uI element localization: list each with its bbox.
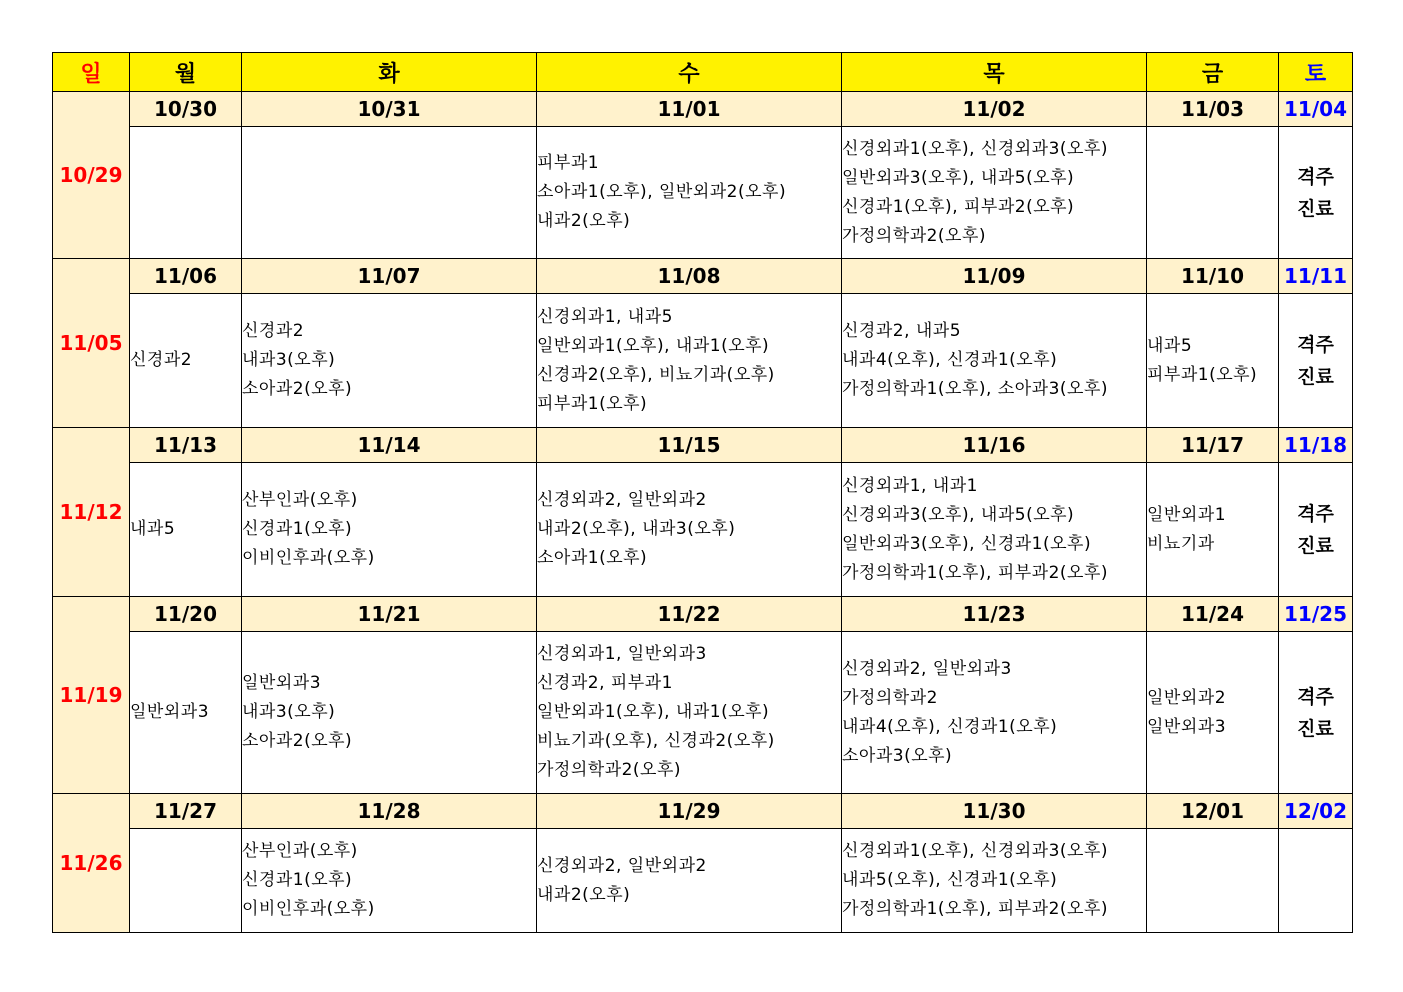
schedule-cell-fri (1147, 294, 1279, 428)
date-tue: 11/21 (242, 597, 537, 632)
schedule-entry: 격주 (1297, 502, 1334, 525)
date-mon: 11/13 (130, 428, 242, 463)
schedule-entry: 피부과1(오후) (537, 393, 648, 414)
weekday-header-wed: 수 (537, 53, 842, 92)
schedule-entry: 격주 (1297, 685, 1334, 708)
schedule-entry: 신경외과2, 일반외과2 (537, 490, 707, 510)
date-mon: 10/30 (130, 92, 242, 127)
date-thu: 11/23 (842, 597, 1147, 632)
date-wed: 11/08 (537, 259, 842, 294)
schedule-entry: 가정의학과2 (842, 687, 938, 708)
schedule-entry: 일반외과1(오후), 내과1(오후) (537, 335, 770, 356)
schedule-entry: 피부과1 (537, 153, 600, 173)
schedule-entry: 진료 (1297, 717, 1334, 740)
schedule-cell-thu (842, 463, 1147, 597)
schedule-entry: 소아과1(오후) (537, 548, 648, 568)
date-sat: 11/18 (1279, 428, 1353, 463)
schedule-entry: 일반외과3(오후), 신경과1(오후) (842, 533, 1092, 554)
sunday-date: 10/29 (53, 92, 130, 259)
schedule-cell-wed (537, 463, 842, 597)
schedule-entry: 격주 (1297, 333, 1334, 356)
schedule-cell-tue (242, 829, 537, 933)
schedule-entry: 가정의학과2(오후) (842, 225, 987, 246)
schedule-entry: 산부인과(오후) (242, 490, 358, 510)
schedule-cell-tue (242, 127, 537, 259)
date-fri: 11/10 (1147, 259, 1279, 294)
week-schedule-row (53, 127, 1353, 259)
schedule-entry: 일반외과2 (1147, 687, 1227, 708)
schedule-entry: 소아과2(오후) (242, 731, 353, 751)
schedule-entry: 진료 (1297, 534, 1334, 557)
schedule-entry: 비뇨기과 (1147, 533, 1215, 554)
schedule-entry: 내과3(오후) (242, 350, 336, 370)
weekday-header-row (53, 53, 1353, 92)
schedule-entry: 신경외과2, 일반외과2 (537, 855, 707, 876)
schedule-cell-mon (130, 127, 242, 259)
sunday-date: 11/26 (53, 794, 130, 933)
schedule-cell-thu (842, 632, 1147, 794)
schedule-entry: 신경외과1, 일반외과3 (537, 644, 707, 664)
schedule-entry: 피부과1(오후) (1147, 364, 1258, 385)
week-date-row (53, 794, 1353, 829)
date-wed: 11/22 (537, 597, 842, 632)
schedule-entry: 비뇨기과(오후), 신경과2(오후) (537, 731, 775, 751)
schedule-entry: 진료 (1297, 365, 1334, 388)
schedule-entry: 소아과3(오후) (842, 745, 953, 766)
schedule-entry: 신경외과3(오후), 내과5(오후) (842, 504, 1075, 525)
schedule-entry: 일반외과3 (1147, 716, 1227, 737)
week-schedule-row (53, 632, 1353, 794)
schedule-cell-tue (242, 632, 537, 794)
date-thu: 11/16 (842, 428, 1147, 463)
date-sat: 11/11 (1279, 259, 1353, 294)
date-tue: 11/28 (242, 794, 537, 829)
schedule-entry: 내과4(오후), 신경과1(오후) (842, 350, 1058, 370)
date-mon: 11/20 (130, 597, 242, 632)
schedule-entry: 신경과2, 피부과1 (537, 673, 673, 693)
schedule-entry: 이비인후과(오후) (242, 548, 375, 568)
date-thu: 11/30 (842, 794, 1147, 829)
schedule-cell-mon (130, 632, 242, 794)
schedule-entry: 내과3(오후) (242, 702, 336, 722)
week-date-row (53, 597, 1353, 632)
schedule-cell-sat (1279, 127, 1353, 259)
schedule-cell-mon (130, 829, 242, 933)
date-tue: 10/31 (242, 92, 537, 127)
date-sat: 12/02 (1279, 794, 1353, 829)
schedule-entry: 신경외과1, 내과1 (842, 475, 978, 496)
schedule-entry: 신경과2 (130, 350, 193, 370)
weekday-header-fri: 금 (1147, 53, 1279, 92)
schedule-cell-fri (1147, 632, 1279, 794)
schedule-entry: 일반외과3 (130, 702, 210, 722)
weekday-header-sat: 토 (1279, 53, 1353, 92)
schedule-cell-tue (242, 294, 537, 428)
schedule-cell-wed (537, 294, 842, 428)
schedule-entry: 가정의학과1(오후), 피부과2(오후) (842, 562, 1109, 583)
schedule-entry: 가정의학과1(오후), 소아과3(오후) (842, 379, 1109, 399)
weekday-header-mon: 월 (130, 53, 242, 92)
weekday-header-thu: 목 (842, 53, 1147, 92)
date-wed: 11/29 (537, 794, 842, 829)
schedule-entry: 신경과1(오후) (242, 519, 353, 539)
schedule-cell-mon (130, 294, 242, 428)
schedule-cell-tue (242, 463, 537, 597)
date-mon: 11/06 (130, 259, 242, 294)
schedule-entry: 신경과2(오후), 비뇨기과(오후) (537, 364, 775, 385)
schedule-entry: 격주 (1297, 165, 1334, 188)
date-fri: 11/24 (1147, 597, 1279, 632)
sunday-date: 11/19 (53, 597, 130, 794)
schedule-entry: 내과2(오후) (537, 884, 631, 905)
week-schedule-row (53, 829, 1353, 933)
schedule-cell-wed (537, 632, 842, 794)
schedule-entry: 이비인후과(오후) (242, 899, 375, 919)
schedule-cell-fri (1147, 127, 1279, 259)
week-date-row (53, 92, 1353, 127)
schedule-entry: 진료 (1297, 197, 1334, 220)
schedule-cell-sat (1279, 463, 1353, 597)
schedule-cell-fri (1147, 463, 1279, 597)
week-date-row (53, 428, 1353, 463)
schedule-entry: 신경외과1(오후), 신경외과3(오후) (842, 841, 1109, 861)
schedule-entry: 일반외과1 (1147, 504, 1227, 525)
date-mon: 11/27 (130, 794, 242, 829)
schedule-entry: 신경과2, 내과5 (842, 321, 962, 341)
schedule-entry: 내과5(오후), 신경과1(오후) (842, 870, 1058, 890)
date-thu: 11/02 (842, 92, 1147, 127)
schedule-entry: 신경외과1(오후), 신경외과3(오후) (842, 138, 1109, 159)
schedule-entry: 내과4(오후), 신경과1(오후) (842, 716, 1058, 737)
schedule-cell-thu (842, 127, 1147, 259)
schedule-entry: 신경과2 (242, 321, 305, 341)
schedule-cell-sat (1279, 632, 1353, 794)
schedule-entry: 내과5 (130, 519, 176, 539)
schedule-entry: 내과2(오후) (537, 211, 631, 231)
schedule-cell-thu (842, 829, 1147, 933)
week-schedule-row (53, 463, 1353, 597)
schedule-entry: 내과5 (1147, 335, 1193, 356)
date-tue: 11/07 (242, 259, 537, 294)
schedule-entry: 신경과1(오후), 피부과2(오후) (842, 196, 1075, 217)
schedule-cell-sat (1279, 829, 1353, 933)
schedule-cell-fri (1147, 829, 1279, 933)
schedule-entry: 신경과1(오후) (242, 870, 353, 890)
schedule-entry: 산부인과(오후) (242, 841, 358, 861)
schedule-cell-wed (537, 829, 842, 933)
week-date-row (53, 259, 1353, 294)
schedule-entry: 신경외과2, 일반외과3 (842, 658, 1012, 679)
schedule-entry: 신경외과1, 내과5 (537, 306, 673, 327)
schedule-entry: 일반외과1(오후), 내과1(오후) (537, 702, 770, 722)
schedule-cell-mon (130, 463, 242, 597)
date-fri: 11/03 (1147, 92, 1279, 127)
date-wed: 11/01 (537, 92, 842, 127)
schedule-cell-wed (537, 127, 842, 259)
date-sat: 11/04 (1279, 92, 1353, 127)
schedule-entry: 일반외과3(오후), 내과5(오후) (842, 167, 1075, 188)
date-sat: 11/25 (1279, 597, 1353, 632)
schedule-entry: 소아과1(오후), 일반외과2(오후) (537, 182, 787, 202)
schedule-entry: 가정의학과2(오후) (537, 760, 682, 780)
date-fri: 11/17 (1147, 428, 1279, 463)
schedule-calendar (52, 52, 1353, 933)
schedule-entry: 일반외과3 (242, 673, 322, 693)
date-fri: 12/01 (1147, 794, 1279, 829)
schedule-cell-sat (1279, 294, 1353, 428)
sunday-date: 11/12 (53, 428, 130, 597)
date-thu: 11/09 (842, 259, 1147, 294)
week-schedule-row (53, 294, 1353, 428)
date-wed: 11/15 (537, 428, 842, 463)
schedule-entry: 소아과2(오후) (242, 379, 353, 399)
schedule-entry: 내과2(오후), 내과3(오후) (537, 519, 736, 539)
schedule-entry: 가정의학과1(오후), 피부과2(오후) (842, 899, 1109, 919)
weekday-header-tue: 화 (242, 53, 537, 92)
schedule-cell-thu (842, 294, 1147, 428)
date-tue: 11/14 (242, 428, 537, 463)
sunday-date: 11/05 (53, 259, 130, 428)
weekday-header-sun: 일 (53, 53, 130, 92)
